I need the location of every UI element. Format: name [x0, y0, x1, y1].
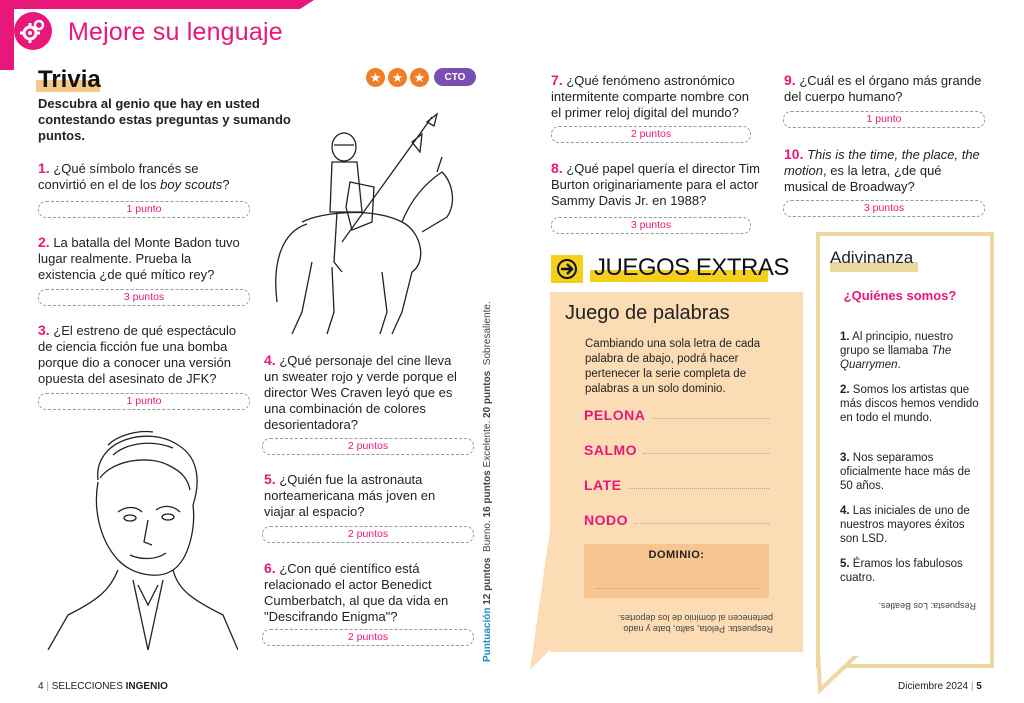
answer-line[interactable] [634, 523, 769, 524]
dominio-label: DOMINIO: [648, 549, 705, 561]
points-box: 1 punto [783, 111, 985, 128]
question-6: 6. ¿Con qué científico está relacionado el actor Benedict Cumberbatch, al que da vida en "Descifrando Enigma"? [264, 560, 449, 624]
intro-text: Descubra al genio que hay en usted contestando estas preguntas y sumando puntos. [38, 96, 291, 143]
word-2: SALMO [584, 442, 638, 458]
riddle-answer: Respuesta: Los Beatles. [878, 601, 976, 611]
riddle-clue-5: 5. Éramos los fabulosos cuatro. [840, 558, 963, 584]
answer-line[interactable] [652, 418, 769, 419]
question-2: 2. La batalla del Monte Badon tuvo lugar realmente. Prueba la existencia ¿de qué mítico rey? [38, 234, 240, 282]
question-7: 7. ¿Qué fenómeno astronómico intermitente comparte nombre con el primer reloj digital del mundo? [551, 72, 749, 120]
juegos-extras-title: JUEGOS EXTRAS [594, 254, 789, 281]
speech-tail [520, 520, 560, 680]
word-game-instructions: Cambiando una sola letra de cada palabra de abajo, podrá hacer pertenecer la serie completa de palabras a un solo dominio. [585, 338, 761, 395]
question-4: 4. ¿Qué personaje del cine lleva un sweater rojo y verde porque el director Wes Craven leyó que es una combinación de colores desorientadora? [264, 352, 457, 432]
scoring-legend: Puntuación 12 puntos Bueno. 16 puntos Excelente. 20 puntos Sobresaliente. [482, 301, 493, 662]
question-5: 5. ¿Quién fue la astronauta norteamericana más joven en viajar al espacio? [264, 471, 436, 519]
star-icon: ★ [366, 68, 385, 87]
gear-icon [14, 12, 52, 50]
points-box: 2 puntos [262, 629, 474, 646]
points-box: 2 puntos [551, 126, 751, 143]
riddle-title: Adivinanza [830, 248, 914, 267]
riddle-question: ¿Quiénes somos? [843, 288, 957, 303]
arrow-right-icon [551, 255, 583, 283]
knight-illustration [262, 112, 462, 342]
word-3: LATE [584, 477, 622, 493]
riddle-clue-2: 2. Somos los artistas que más discos hemos vendido en todo el mundo. [840, 384, 979, 424]
riddle-clue-3: 3. Nos separamos oficialmente hace más de 50 años. [840, 452, 971, 492]
question-3: 3. ¿El estreno de qué espectáculo de ciencia ficción fue una bomba porque dio a conocer una versión opuesta del asesinato de JFK? [38, 322, 237, 386]
points-box: 1 punto [38, 201, 250, 218]
star-icon: ★ [410, 68, 429, 87]
header-side-bar [0, 0, 14, 70]
category-badge: CTO [434, 68, 476, 86]
word-game-title: Juego de palabras [565, 302, 730, 324]
question-8: 8. ¿Qué papel quería el director Tim Burton originariamente para el actor Sammy Davis Jr. en 1988? [551, 160, 760, 208]
points-box: 1 punto [38, 393, 250, 410]
dominio-line [595, 588, 760, 589]
points-box: 2 puntos [262, 438, 474, 455]
word-game-answer: Respuesta: Pelota, salto, bate y nado pertenecen al dominio de los deportes. [617, 613, 773, 634]
trivia-title: Trivia [38, 66, 101, 93]
word-1: PELONA [584, 407, 646, 423]
jfk-illustration [38, 420, 238, 650]
answer-line[interactable] [628, 488, 769, 489]
footer-right: Diciembre 2024 | 5 [898, 681, 982, 692]
difficulty-stars [366, 68, 429, 87]
points-box: 3 puntos [783, 200, 985, 217]
word-4: NODO [584, 512, 628, 528]
points-box: 3 puntos [551, 217, 751, 234]
question-10: 10. This is the time, the place, the motion, es la letra, ¿de qué musical de Broadway? [784, 146, 980, 194]
riddle-tail [808, 650, 868, 695]
points-box: 2 puntos [262, 526, 474, 543]
star-icon: ★ [388, 68, 407, 87]
section-title: Mejore su lenguaje [68, 18, 283, 46]
footer-left: 4 | SELECCIONES INGENIO [38, 681, 168, 692]
riddle-clue-4: 4. Las iniciales de uno de nuestros mayores éxitos son LSD. [840, 505, 970, 545]
question-1: 1. ¿Qué símbolo francés se convirtió en el de los boy scouts? [38, 160, 230, 192]
riddle-clue-1: 1. Al principio, nuestro grupo se llamaba The Quarrymen. [840, 331, 954, 371]
question-9: 9. ¿Cuál es el órgano más grande del cuerpo humano? [784, 72, 982, 104]
header-bar [0, 0, 300, 9]
answer-line[interactable] [643, 453, 769, 454]
points-box: 3 puntos [38, 289, 250, 306]
